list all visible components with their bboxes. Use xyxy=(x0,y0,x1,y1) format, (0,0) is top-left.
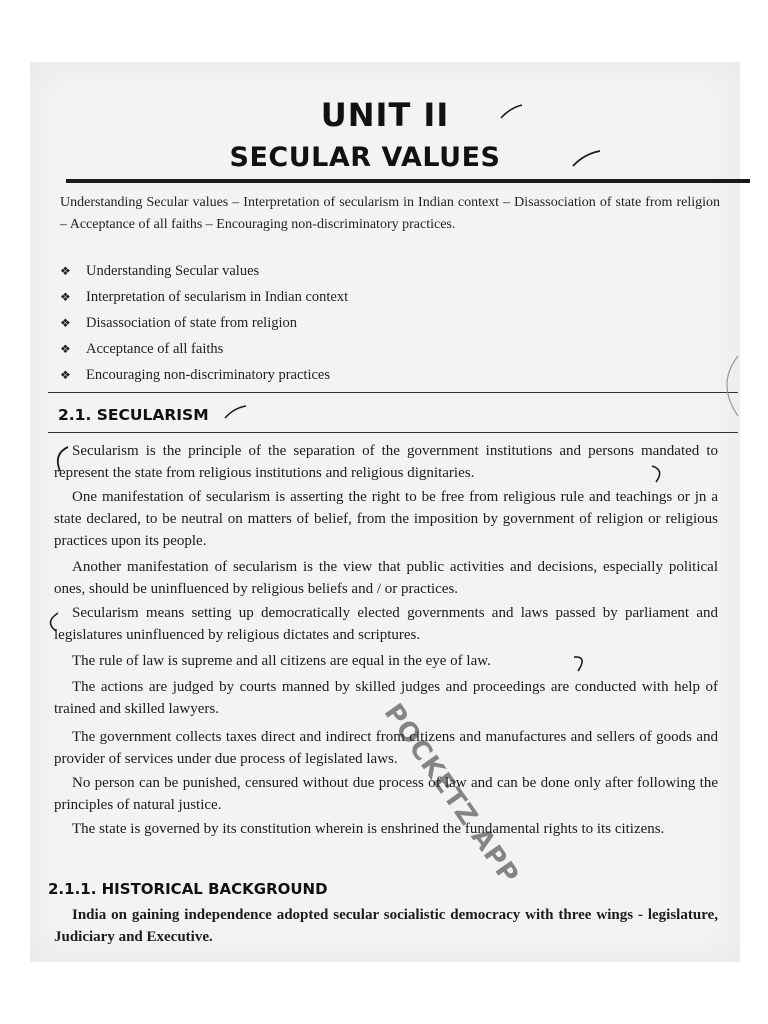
diamond-bullet-icon: ❖ xyxy=(60,368,71,382)
topic-list xyxy=(60,258,348,388)
paragraph: The state is governed by its constitution wherein is enshrined the fundamental rights to its citizens. xyxy=(72,821,665,837)
pen-bracket-mark xyxy=(50,444,72,474)
pen-bracket-mark xyxy=(648,462,668,486)
pen-tick-mark xyxy=(498,102,526,122)
diamond-bullet-icon: ❖ xyxy=(60,264,71,278)
subsection-heading: 2.1.1. HISTORICAL BACKGROUND xyxy=(48,880,328,898)
pen-bracket-mark xyxy=(42,610,62,634)
paragraph: The actions are judged by courts manned by skilled judges and proceedings are conducted with help of trained and skilled lawyers. xyxy=(54,679,718,717)
watermark: POCKETZ APP xyxy=(377,698,525,891)
paragraph: India on gaining independence adopted secular socialistic democracy with three wings - legislature, Judiciary and Executive. xyxy=(54,907,718,945)
pen-tick-mark xyxy=(570,148,604,170)
paragraph: No person can be punished, censured without due process of law and can be done only after following the principles of natural justice. xyxy=(54,775,718,813)
pen-bracket-mark xyxy=(570,652,592,674)
section-rule-bottom xyxy=(48,432,738,433)
list-item: ❖ Disassociation of state from religion xyxy=(60,310,348,336)
list-item: ❖ Encouraging non-discriminatory practices xyxy=(60,362,348,388)
list-item: ❖ Acceptance of all faiths xyxy=(60,336,348,362)
section-heading: 2.1. SECULARISM xyxy=(58,406,209,424)
diamond-bullet-icon: ❖ xyxy=(60,316,71,330)
scanned-page xyxy=(30,62,740,962)
title-underline xyxy=(66,179,750,183)
page-title: SECULAR VALUES xyxy=(229,142,501,173)
list-item: ❖ Interpretation of secularism in Indian context xyxy=(60,284,348,310)
pen-tick-mark xyxy=(222,402,250,422)
binding-curve xyxy=(716,354,740,418)
paragraph: Secularism is the principle of the separation of the government institutions and persons mandated to represent the state from religious institutions and religious dignitaries. xyxy=(54,443,718,481)
diamond-bullet-icon: ❖ xyxy=(60,342,71,356)
list-item: ❖ Understanding Secular values xyxy=(60,258,348,284)
paragraph: Secularism means setting up democratically elected governments and laws passed by parliament and legislatures uninfluenced by religious dictates and scriptures. xyxy=(54,605,718,643)
section-rule-top xyxy=(48,392,738,393)
unit-intro: Understanding Secular values – Interpretation of secularism in Indian context – Disassociation of state from religion – Acceptance of all faiths – Encouraging non-discriminatory practices. xyxy=(60,195,720,232)
unit-heading: UNIT II xyxy=(320,96,450,134)
paragraph: Another manifestation of secularism is the view that public activities and decisions, especially political ones, should be uninfluenced by religious beliefs and / or practices. xyxy=(54,559,718,597)
paragraph: The government collects taxes direct and indirect from citizens and manufactures and sellers of goods and provider of services under due process of legislated laws. xyxy=(54,729,718,767)
paragraph: The rule of law is supreme and all citizens are equal in the eye of law. xyxy=(72,653,491,669)
paragraph: One manifestation of secularism is asserting the right to be free from religious rule and teachings or jn a state declared, to be neutral on matters of belief, from the imposition by government of religion or religious practices upon its people. xyxy=(54,489,718,549)
diamond-bullet-icon: ❖ xyxy=(60,290,71,304)
